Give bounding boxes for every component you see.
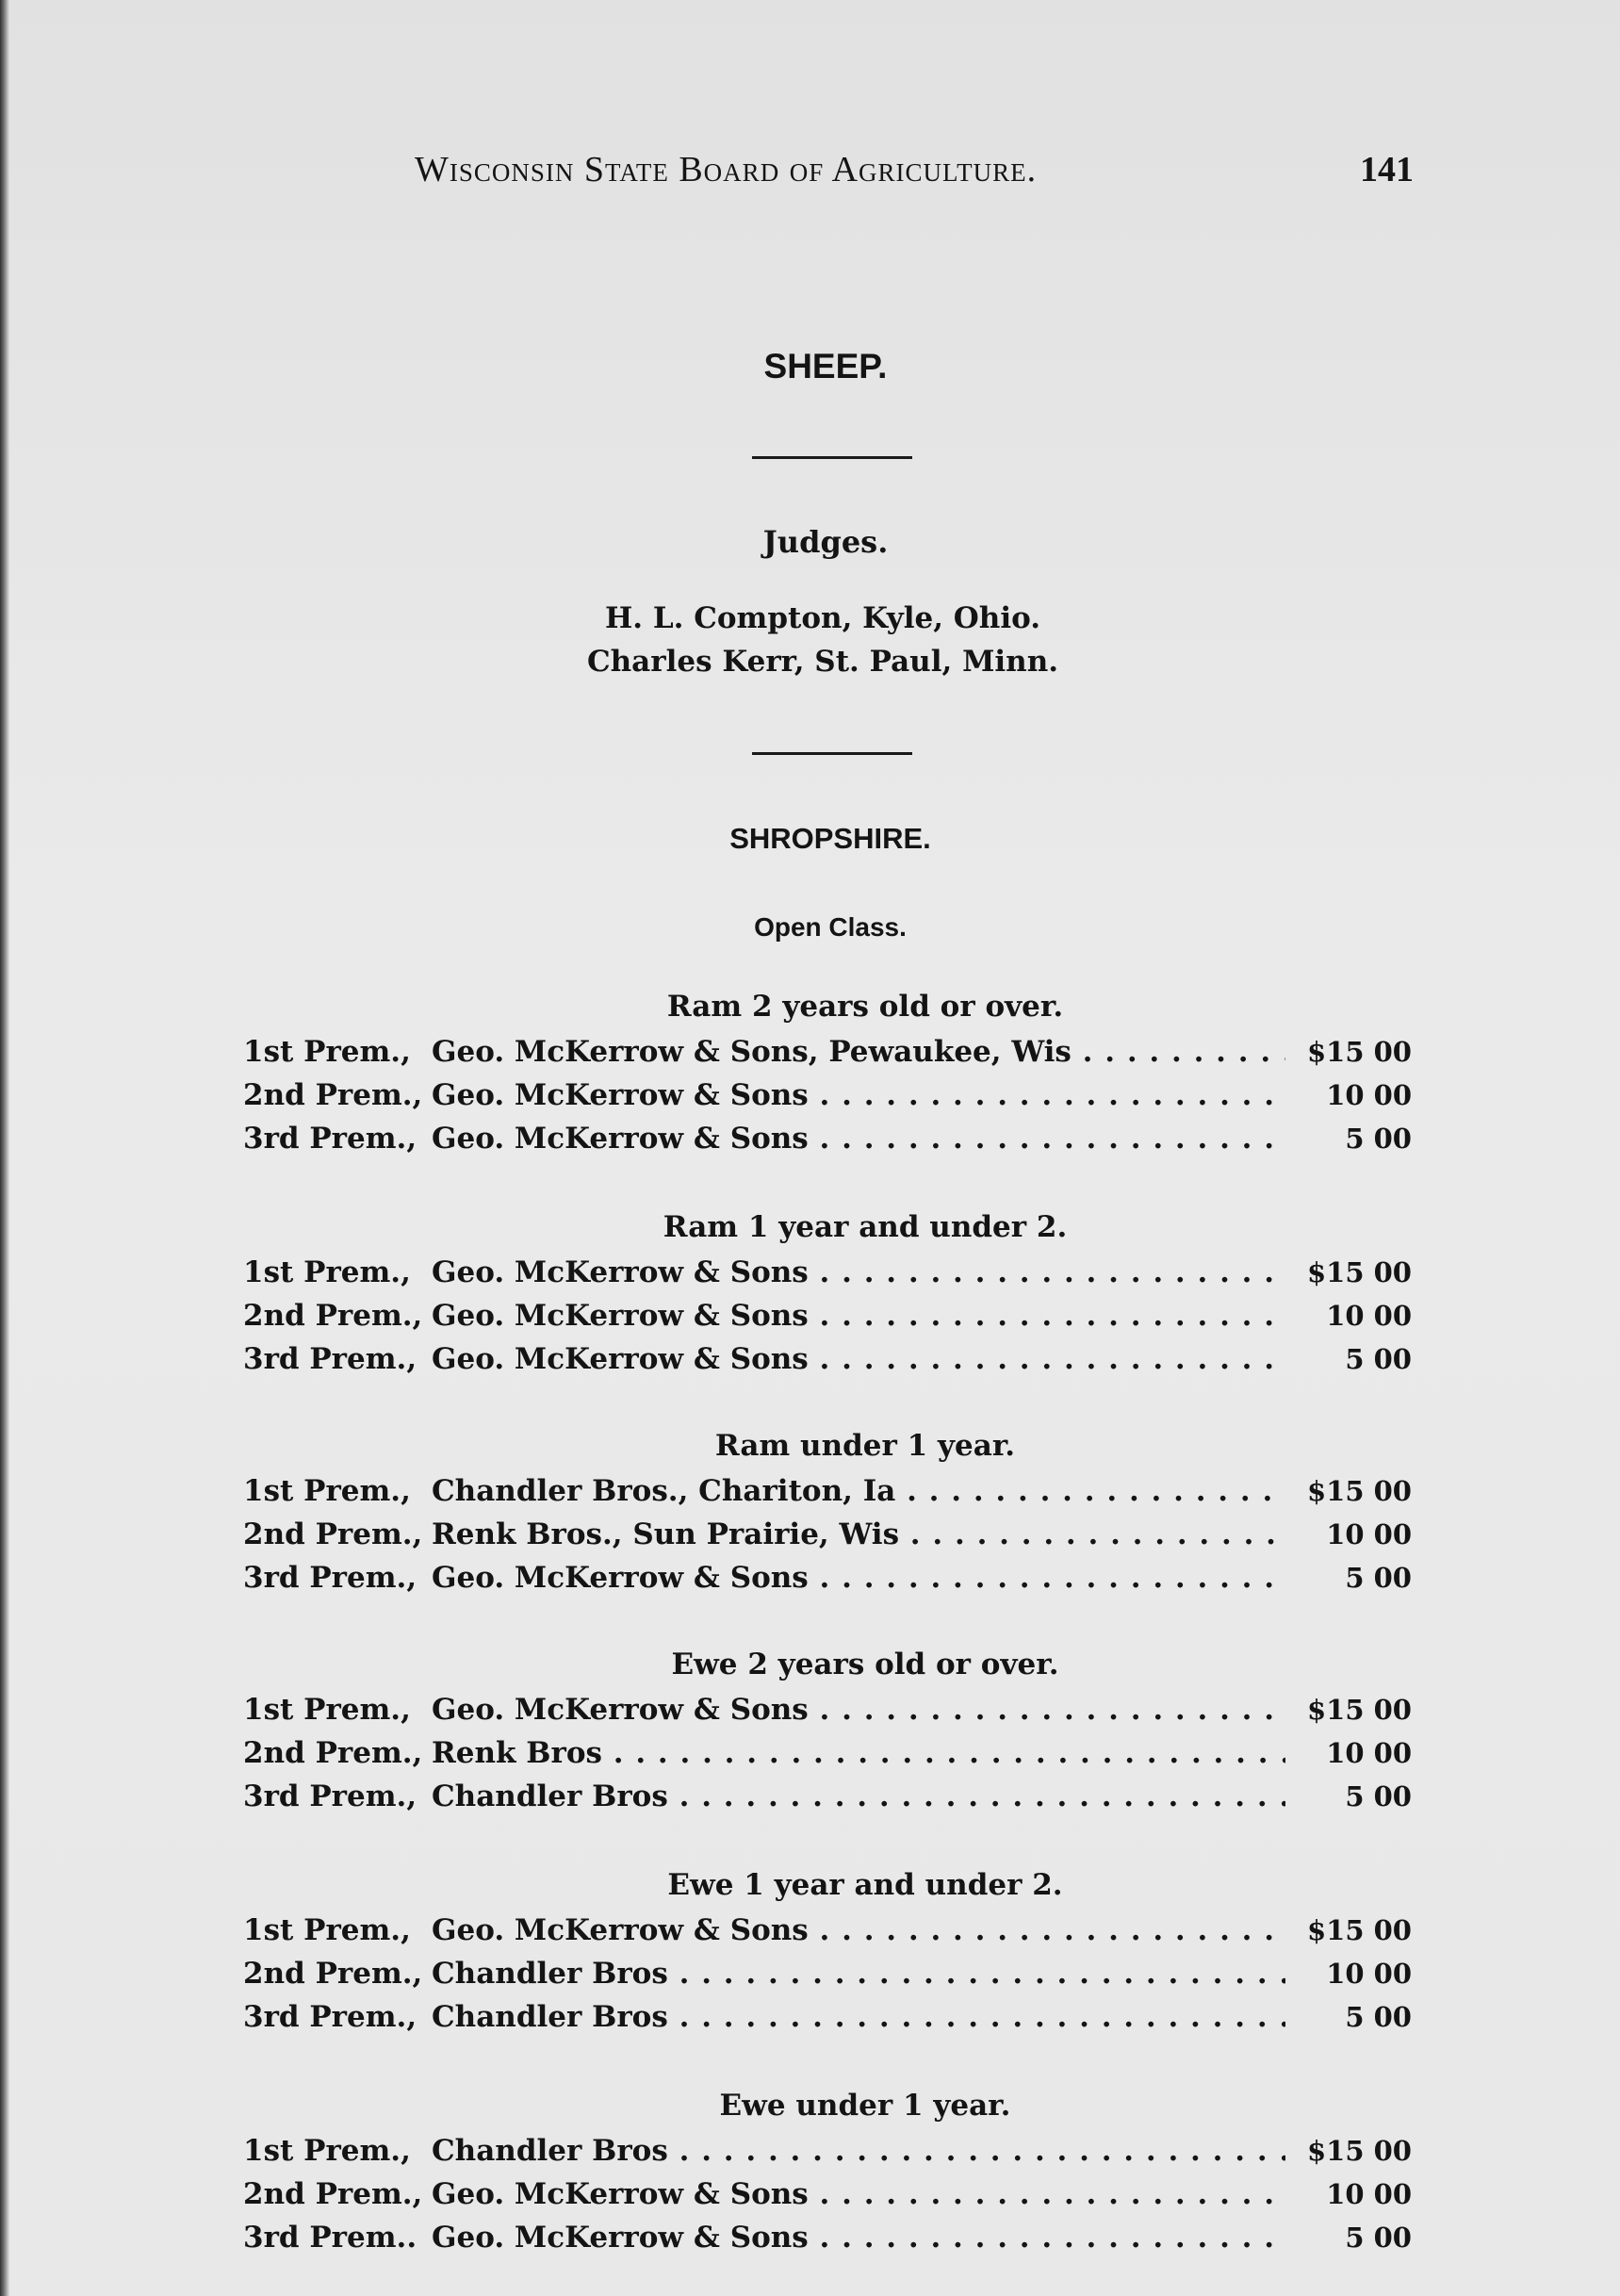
award-winner: Geo. McKerrow & Sons . . .: [432, 1255, 1285, 1289]
award-place: 3rd Prem.,: [243, 1122, 417, 1156]
award-winner: Chandler Bros . . .: [432, 1957, 1285, 1991]
award-row: [243, 2177, 1412, 2221]
award-place: 3rd Prem.,: [243, 1342, 417, 1376]
award-winner: Geo. McKerrow & Sons . . .: [432, 2177, 1285, 2211]
award-winner: Geo. McKerrow & Sons . . .: [432, 1299, 1285, 1333]
award-place: 2nd Prem.,: [243, 1517, 423, 1551]
award-winner: Geo. McKerrow & Sons . . .: [432, 1122, 1285, 1156]
award-row: [243, 1299, 1412, 1342]
award-amount: $15 00: [1307, 1036, 1412, 1068]
premium-section: [243, 1210, 1412, 1386]
section-heading: Ewe 1 year and under 2.: [667, 1868, 1063, 1902]
award-row: [243, 1035, 1412, 1078]
award-amount: 10 00: [1326, 1079, 1412, 1111]
section-heading: Ram 1 year and under 2.: [663, 1210, 1068, 1244]
award-amount: 5 00: [1345, 1343, 1412, 1375]
award-place: 3rd Prem.,: [243, 2000, 417, 2034]
award-amount: 5 00: [1345, 1123, 1412, 1155]
award-row: [243, 2000, 1412, 2043]
premium-section: [243, 1648, 1412, 1823]
award-amount: $15 00: [1307, 1914, 1412, 1946]
award-amount: $15 00: [1307, 1694, 1412, 1726]
divider-rule: [752, 456, 912, 459]
award-amount: $15 00: [1307, 2135, 1412, 2167]
award-row: [243, 1255, 1412, 1299]
award-place: 1st Prem.,: [243, 1255, 411, 1289]
award-row: [243, 1561, 1412, 1604]
divider-rule: [752, 752, 912, 755]
award-row: [243, 1122, 1412, 1165]
premium-section: [243, 2089, 1412, 2264]
page-number: 141: [1360, 150, 1414, 189]
award-winner: Chandler Bros . . .: [432, 2134, 1285, 2168]
award-winner: Geo. McKerrow & Sons . . .: [432, 1693, 1285, 1727]
award-amount: 10 00: [1326, 2178, 1412, 2210]
breed-heading: SHROPSHIRE.: [729, 822, 931, 855]
award-amount: $15 00: [1307, 1256, 1412, 1288]
award-place: 1st Prem.,: [243, 1035, 411, 1069]
award-amount: 5 00: [1345, 1562, 1412, 1594]
judges-heading: Judges.: [762, 524, 889, 560]
section-heading: Ewe 2 years old or over.: [671, 1648, 1059, 1681]
award-row: [243, 1517, 1412, 1561]
award-place: 1st Prem.,: [243, 1474, 411, 1508]
section-heading: Ram 2 years old or over.: [666, 990, 1064, 1024]
section-heading: Ewe under 1 year.: [719, 2089, 1011, 2123]
award-amount: 5 00: [1345, 2222, 1412, 2254]
section-heading: Ram under 1 year.: [714, 1429, 1016, 1463]
class-heading: Open Class.: [754, 912, 907, 942]
award-row: [243, 1342, 1412, 1386]
premium-section: [243, 1868, 1412, 2043]
award-winner: Geo. McKerrow & Sons, Pewaukee, Wis . . .: [432, 1035, 1285, 1069]
award-winner: Chandler Bros . . .: [432, 2000, 1285, 2034]
section-title: SHEEP.: [763, 347, 888, 385]
award-winner: Geo. McKerrow & Sons . . .: [432, 1078, 1285, 1112]
award-amount: 5 00: [1345, 1780, 1412, 1812]
award-winner: Renk Bros . . .: [432, 1736, 1285, 1770]
award-row: [243, 1913, 1412, 1957]
running-header-title: Wisconsin State Board of Agriculture.: [415, 150, 1038, 189]
award-row: [243, 1078, 1412, 1122]
award-place: 3rd Prem..: [243, 2221, 417, 2255]
award-amount: 5 00: [1345, 2001, 1412, 2033]
award-winner: Geo. McKerrow & Sons . . .: [432, 1342, 1285, 1376]
award-winner: Geo. McKerrow & Sons . . .: [432, 2221, 1285, 2255]
award-winner: Renk Bros., Sun Prairie, Wis . . .: [432, 1517, 1285, 1551]
award-place: 3rd Prem.,: [243, 1779, 417, 1813]
award-place: 3rd Prem.,: [243, 1561, 417, 1595]
award-amount: 10 00: [1326, 1737, 1412, 1769]
award-amount: 10 00: [1326, 1518, 1412, 1550]
judge-name: H. L. Compton, Kyle, Ohio.: [604, 601, 1041, 635]
award-place: 1st Prem.,: [243, 1693, 411, 1727]
award-winner: Geo. McKerrow & Sons . . .: [432, 1561, 1285, 1595]
award-place: 2nd Prem.,: [243, 1299, 423, 1333]
award-row: [243, 1693, 1412, 1736]
premium-section: [243, 990, 1412, 1165]
award-row: [243, 1736, 1412, 1779]
judge-name: Charles Kerr, St. Paul, Minn.: [586, 645, 1059, 679]
award-place: 2nd Prem.,: [243, 2177, 423, 2211]
award-row: [243, 1779, 1412, 1823]
running-header: [415, 149, 1414, 202]
award-place: 2nd Prem.,: [243, 1957, 423, 1991]
award-winner: Geo. McKerrow & Sons . . .: [432, 1913, 1285, 1947]
award-winner: Chandler Bros . . .: [432, 1779, 1285, 1813]
award-amount: 10 00: [1326, 1958, 1412, 1990]
award-amount: 10 00: [1326, 1300, 1412, 1332]
award-amount: $15 00: [1307, 1475, 1412, 1507]
award-row: [243, 1957, 1412, 2000]
page-edge-shadow: [0, 0, 9, 2296]
award-place: 1st Prem.,: [243, 1913, 411, 1947]
award-winner: Chandler Bros., Chariton, Ia . . .: [432, 1474, 1285, 1508]
award-place: 1st Prem.,: [243, 2134, 411, 2168]
award-place: 2nd Prem.,: [243, 1078, 423, 1112]
award-row: [243, 2134, 1412, 2177]
award-place: 2nd Prem.,: [243, 1736, 423, 1770]
award-row: [243, 1474, 1412, 1517]
award-row: [243, 2221, 1412, 2264]
premium-section: [243, 1429, 1412, 1604]
